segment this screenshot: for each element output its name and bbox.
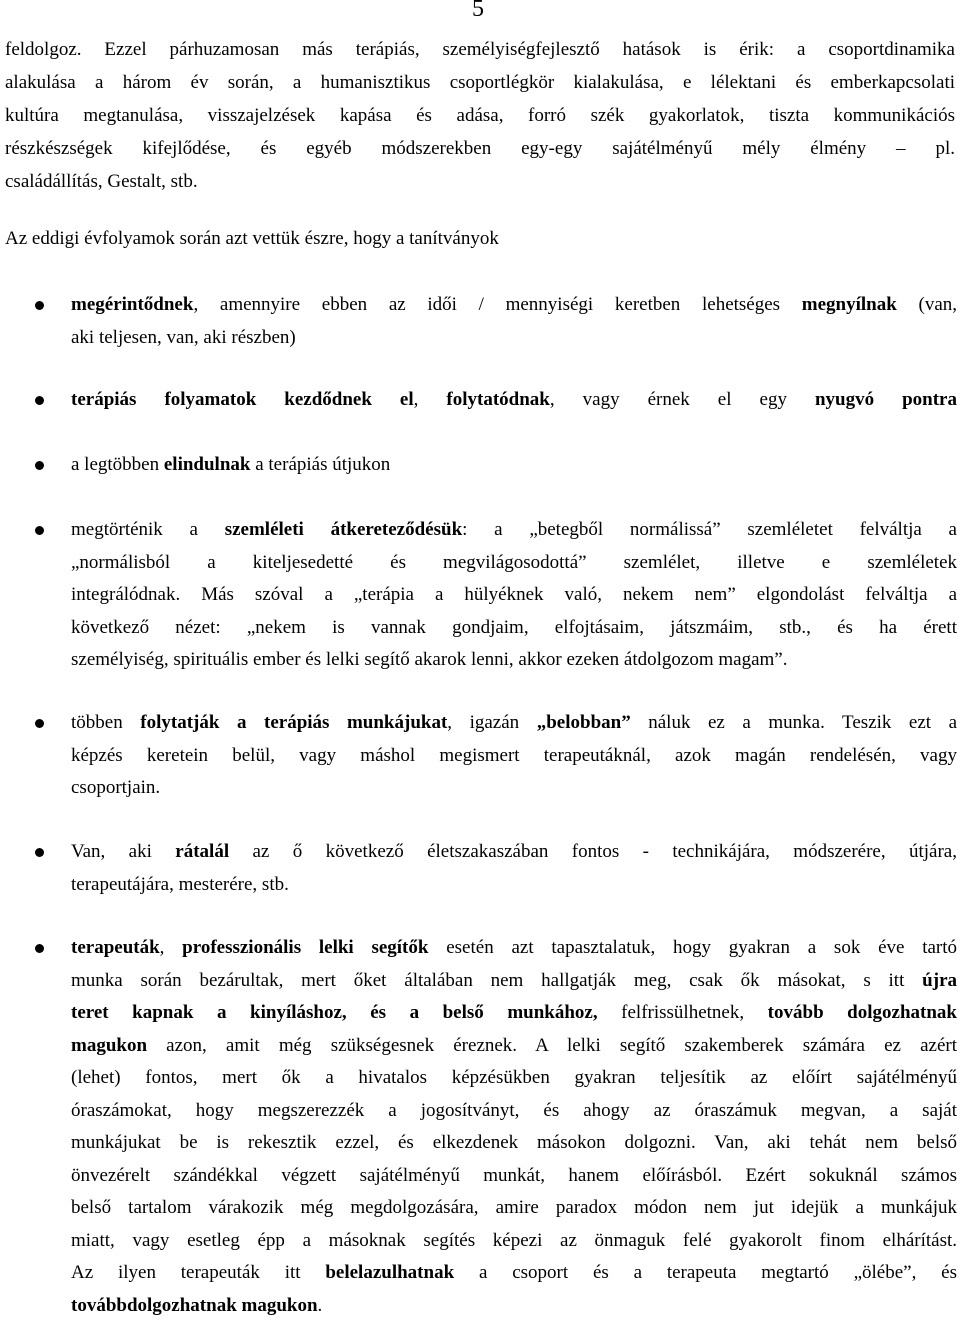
bold-text: belelazulhatnak <box>325 1262 454 1283</box>
text: óraszámokat, hogy megszerezzék a jogosítványt, és ahogy az óraszámuk megvan, a saját <box>71 1100 957 1121</box>
page-number: 5 <box>472 0 484 24</box>
text: Van, aki <box>71 841 175 862</box>
bullet-line <box>71 449 957 482</box>
bold-text: elindulnak <box>164 454 251 475</box>
bullet-line <box>71 547 957 580</box>
text: , <box>160 937 183 958</box>
text: megtörténik a <box>71 519 225 540</box>
bullet-line <box>71 1257 957 1290</box>
bullet-item <box>71 932 957 1322</box>
bullet-line <box>71 772 957 805</box>
text: , vagy érnek el egy <box>550 389 815 410</box>
bullet-line <box>71 997 957 1030</box>
text: belső tartalom várakozik még megdolgozására, amire paradox módon nem jut idejük a munkájuk <box>71 1197 957 1218</box>
text: munka során bezárultak, mert őket általában nem hallgatják meg, csak ők másokat, s itt <box>71 970 922 991</box>
bullet-line <box>71 612 957 645</box>
bold-text: „belobban” <box>537 712 631 733</box>
text: náluk ez a munka. Teszik ezt a <box>631 712 957 733</box>
text: esetén azt tapasztalatuk, hogy gyakran a sok éve tartó <box>428 937 957 958</box>
bold-text: megérintődnek <box>71 294 193 315</box>
text: felfrissülhetnek, <box>598 1002 768 1023</box>
text: képzés keretein belül, vagy máshol megismert terapeutáknál, azok magán rendelésén, vagy <box>71 745 957 766</box>
bullet-dot-icon <box>35 396 44 405</box>
bullet-item <box>71 384 957 417</box>
bold-text: továbbdolgozhatnak magukon <box>71 1295 318 1316</box>
bullet-line <box>71 1095 957 1128</box>
bullet-item <box>71 707 957 805</box>
bullet-line <box>71 384 957 417</box>
bullet-line <box>71 932 957 965</box>
text: : a „betegből normálissá” szemléletet felváltja a <box>462 519 957 540</box>
bold-text: tovább dolgozhatnak <box>768 1002 957 1023</box>
bullet-line <box>71 579 957 612</box>
bold-text: újra <box>922 970 957 991</box>
bullet-item <box>71 289 957 354</box>
bold-text: magukon <box>71 1035 147 1056</box>
bullet-line <box>71 1225 957 1258</box>
text: Az ilyen terapeuták itt <box>71 1262 325 1283</box>
bold-text: terápiás folyamatok kezdődnek el <box>71 389 414 410</box>
text: a csoport és a terapeuta megtartó „ölébe”, és <box>454 1262 957 1283</box>
text: többen <box>71 712 140 733</box>
text: miatt, vagy esetleg épp a másoknak segítés képezi az önmaguk felé gyakorolt finom elhárítást. <box>71 1230 957 1251</box>
bullet-line <box>71 707 957 740</box>
bullet-line <box>71 869 957 902</box>
bullet-line <box>71 1192 957 1225</box>
text: , amennyire ebben az idői / mennyiségi keretben lehetséges <box>193 294 801 315</box>
text: a terápiás útjukon <box>250 454 390 475</box>
bullet-item <box>71 514 957 677</box>
intro-line: feldolgoz. Ezzel párhuzamosan más terápiás, személyiségfejlesztő hatások is érik: a csoportdinamika <box>5 33 955 66</box>
bullet-line <box>71 514 957 547</box>
bullet-dot-icon <box>35 944 44 953</box>
text: önvezérelt szándékkal végzett sajátélményű munkát, hanem előírásból. Ezért sokuknál számos <box>71 1165 957 1186</box>
text: . <box>318 1295 323 1316</box>
bullet-dot-icon <box>35 719 44 728</box>
bullet-line <box>71 322 957 355</box>
bold-text: teret kapnak a kinyíláshoz, és a belső munkához, <box>71 1002 598 1023</box>
intro-line: családállítás, Gestalt, stb. <box>5 165 955 198</box>
text: (lehet) fontos, mert ők a hivatalos képzésükben gyakran teljesítik az előírt sajátélményű <box>71 1067 957 1088</box>
text: következő nézet: „nekem is vannak gondjaim, elfojtásaim, játszmáim, stb., és ha érett <box>71 617 957 638</box>
bullet-dot-icon <box>35 301 44 310</box>
intro-line: kultúra megtanulása, visszajelzések kapása és adása, forró szék gyakorlatok, tiszta kommunikációs <box>5 99 955 132</box>
bullet-line <box>71 1290 957 1322</box>
text: aki teljesen, van, aki részben) <box>71 327 296 348</box>
bullet-line <box>71 1062 957 1095</box>
bold-text: folytatódnak <box>446 389 549 410</box>
intro-paragraph <box>5 33 955 198</box>
text: munkájukat be is rekesztik ezzel, és elkezdenek másokon dolgozni. Van, aki tehát nem belső <box>71 1132 957 1153</box>
intro-line: alakulása a három év során, a humanisztikus csoportlégkör kialakulása, e lélektani és emberkapcsolati <box>5 66 955 99</box>
intro-line: részkészségek kifejlődése, és egyéb módszerekben egy-egy sajátélményű mély élmény – pl. <box>5 132 955 165</box>
text: terapeutájára, mesterére, stb. <box>71 874 289 895</box>
bold-text: folytatják a terápiás munkájukat <box>140 712 447 733</box>
bullet-line <box>71 740 957 773</box>
text: csoportjain. <box>71 777 160 798</box>
text: azon, amit még szükségesnek éreznek. A lelki segítő szakemberek számára ez azért <box>147 1035 957 1056</box>
bullet-line <box>71 644 957 677</box>
bold-text: professzionális lelki segítők <box>182 937 428 958</box>
bullet-line <box>71 1160 957 1193</box>
bold-text: szemléleti átkereteződésük <box>225 519 462 540</box>
bold-text: terapeuták <box>71 937 160 958</box>
bullet-line <box>71 289 957 322</box>
text: az ő következő életszakaszában fontos - technikájára, módszerére, útjára, <box>229 841 957 862</box>
bullet-line <box>71 836 957 869</box>
bullet-dot-icon <box>35 461 44 470</box>
text: a legtöbben <box>71 454 164 475</box>
bullet-item <box>71 836 957 901</box>
bold-text: megnyílnak <box>802 294 897 315</box>
text: személyiség, spirituális ember és lelki segítő akarok lenni, akkor ezeken átdolgozom magam”. <box>71 649 788 670</box>
bold-text: nyugvó pontra <box>815 389 957 410</box>
bullet-dot-icon <box>35 526 44 535</box>
bullet-line <box>71 965 957 998</box>
text: , <box>414 389 447 410</box>
bold-text: rátalál <box>175 841 229 862</box>
text: integrálódnak. Más szóval a „terápia a hülyéknek való, nekem nem” elgondolást felváltja a <box>71 584 957 605</box>
bullet-item <box>71 449 957 482</box>
bullet-line <box>71 1127 957 1160</box>
text: (van, <box>897 294 957 315</box>
bullet-dot-icon <box>35 848 44 857</box>
lead-sentence: Az eddigi évfolyamok során azt vettük észre, hogy a tanítványok <box>5 222 955 255</box>
text: „normálisból a kiteljesedetté és megvilágosodottá” szemlélet, illetve e szemléletek <box>71 552 957 573</box>
bullet-line <box>71 1030 957 1063</box>
text: , igazán <box>447 712 536 733</box>
